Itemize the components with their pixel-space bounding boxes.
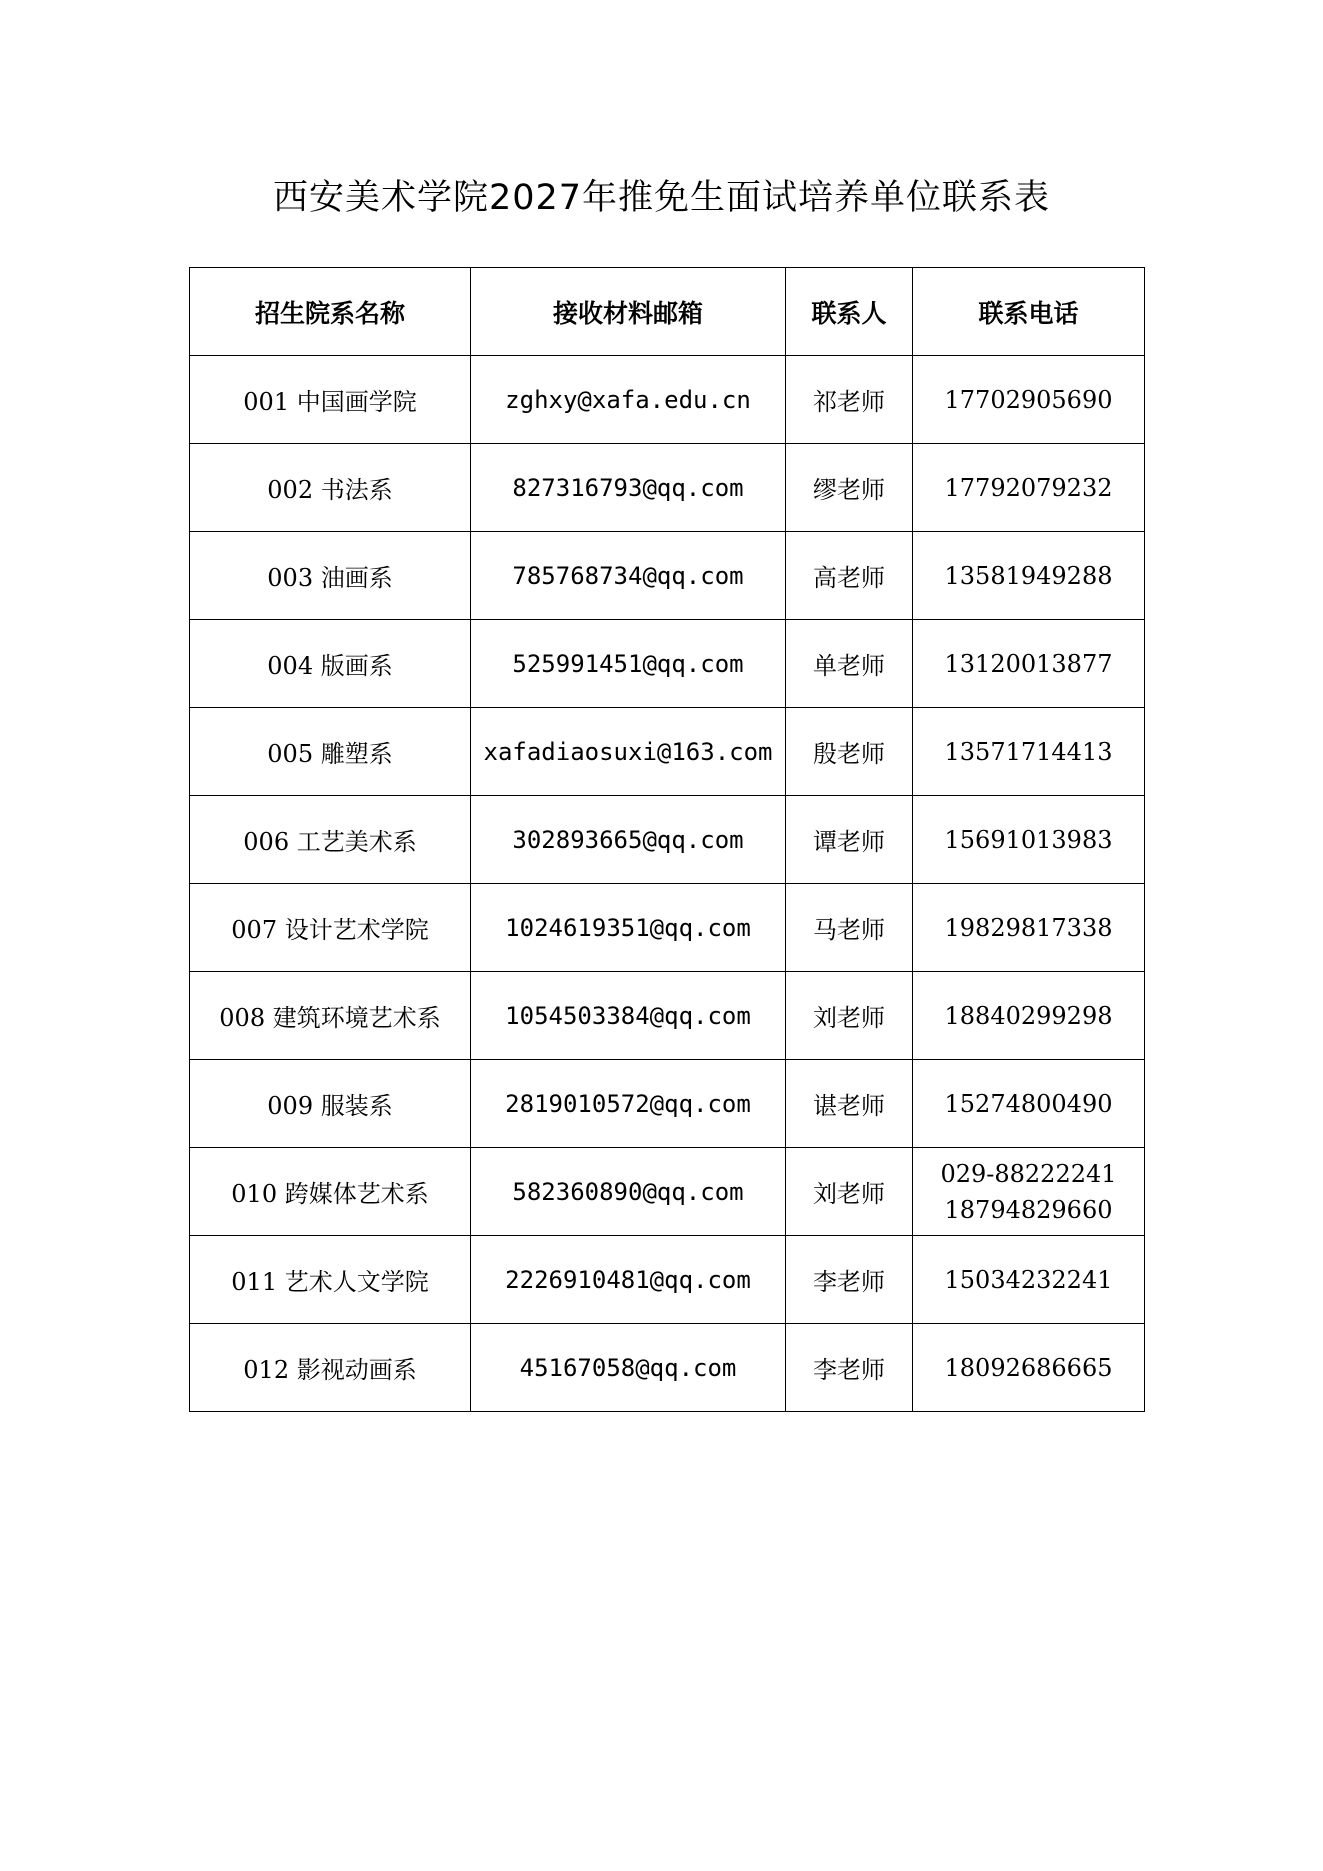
email-cell: 525991451@qq.com [471, 620, 786, 708]
phone-cell [913, 796, 1145, 884]
email-cell: 582360890@qq.com [471, 1148, 786, 1236]
table-row [190, 444, 1145, 532]
email-cell: zghxy@xafa.edu.cn [471, 356, 786, 444]
table-header-row [190, 268, 1145, 356]
email-cell: 827316793@qq.com [471, 444, 786, 532]
table-row [190, 620, 1145, 708]
phone-number: 17702905690 [944, 385, 1113, 414]
department-cell: 004 版画系 [190, 620, 471, 708]
header-phone: 联系电话 [913, 268, 1145, 356]
email-cell: 45167058@qq.com [471, 1324, 786, 1412]
department-cell: 010 跨媒体艺术系 [190, 1148, 471, 1236]
phone-cell [913, 1324, 1145, 1412]
phone-number: 18840299298 [944, 1001, 1113, 1030]
phone-number: 19829817338 [944, 913, 1113, 942]
table-row [190, 356, 1145, 444]
department-cell: 007 设计艺术学院 [190, 884, 471, 972]
page-title: 西安美术学院2027年推免生面试培养单位联系表 [272, 178, 1051, 218]
email-cell: 785768734@qq.com [471, 532, 786, 620]
department-cell: 009 服装系 [190, 1060, 471, 1148]
phone-number: 17792079232 [944, 473, 1113, 502]
department-cell: 001 中国画学院 [190, 356, 471, 444]
email-cell: 2226910481@qq.com [471, 1236, 786, 1324]
table-row [190, 1060, 1145, 1148]
phone-cell [913, 1148, 1145, 1236]
header-department: 招生院系名称 [190, 268, 471, 356]
phone-number: 13120013877 [944, 649, 1113, 678]
table-row [190, 532, 1145, 620]
department-cell: 006 工艺美术系 [190, 796, 471, 884]
contact-cell: 刘老师 [786, 1148, 913, 1236]
table-row [190, 708, 1145, 796]
phone-cell [913, 708, 1145, 796]
email-cell: 302893665@qq.com [471, 796, 786, 884]
department-cell: 012 影视动画系 [190, 1324, 471, 1412]
phone-cell [913, 972, 1145, 1060]
phone-cell [913, 356, 1145, 444]
phone-number: 18092686665 [944, 1353, 1113, 1382]
contact-cell: 马老师 [786, 884, 913, 972]
email-cell: xafadiaosuxi@163.com [471, 708, 786, 796]
contact-cell: 祁老师 [786, 356, 913, 444]
phone-cell [913, 532, 1145, 620]
phone-cell [913, 1060, 1145, 1148]
department-cell: 002 书法系 [190, 444, 471, 532]
phone-number: 15691013983 [944, 825, 1113, 854]
table-row [190, 1324, 1145, 1412]
contact-cell: 刘老师 [786, 972, 913, 1060]
phone-cell [913, 620, 1145, 708]
department-cell: 003 油画系 [190, 532, 471, 620]
table-row [190, 1148, 1145, 1236]
department-cell: 008 建筑环境艺术系 [190, 972, 471, 1060]
contact-cell: 谌老师 [786, 1060, 913, 1148]
phone-cell [913, 884, 1145, 972]
phone-number: 029-88222241 [940, 1159, 1117, 1188]
phone-cell [913, 444, 1145, 532]
department-cell: 005 雕塑系 [190, 708, 471, 796]
header-contact: 联系人 [786, 268, 913, 356]
contact-cell: 单老师 [786, 620, 913, 708]
table-row [190, 972, 1145, 1060]
contact-cell: 李老师 [786, 1236, 913, 1324]
table-row [190, 796, 1145, 884]
contact-cell: 李老师 [786, 1324, 913, 1412]
contact-cell: 谭老师 [786, 796, 913, 884]
phone-number: 13571714413 [944, 737, 1113, 766]
header-email: 接收材料邮箱 [471, 268, 786, 356]
phone-cell [913, 1236, 1145, 1324]
phone-number: 15034232241 [944, 1265, 1113, 1294]
email-cell: 2819010572@qq.com [471, 1060, 786, 1148]
phone-number: 13581949288 [944, 561, 1113, 590]
table-body [190, 356, 1145, 1412]
phone-number: 18794829660 [944, 1195, 1113, 1224]
table-row [190, 1236, 1145, 1324]
contact-table [189, 267, 1145, 1412]
contact-cell: 殷老师 [786, 708, 913, 796]
email-cell: 1024619351@qq.com [471, 884, 786, 972]
contact-cell: 缪老师 [786, 444, 913, 532]
contact-cell: 高老师 [786, 532, 913, 620]
email-cell: 1054503384@qq.com [471, 972, 786, 1060]
department-cell: 011 艺术人文学院 [190, 1236, 471, 1324]
phone-number: 15274800490 [944, 1089, 1113, 1118]
table-row [190, 884, 1145, 972]
